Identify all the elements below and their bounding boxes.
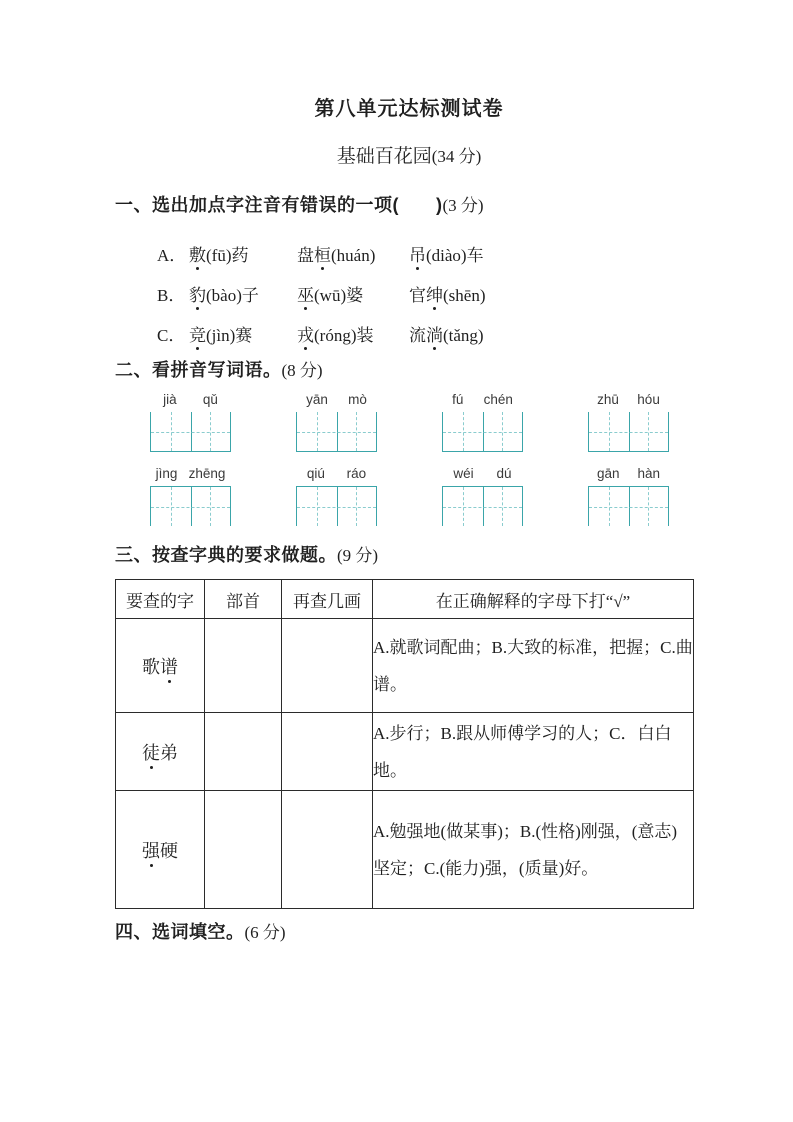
option-a-label: A． <box>157 245 187 265</box>
question-4-text: 四、选词填空。 <box>115 922 245 942</box>
question-1-points: (3 分) <box>442 196 484 215</box>
pinyin-syllable: ráo <box>346 466 367 481</box>
pinyin-label <box>150 392 231 408</box>
pinyin-syllable: hàn <box>637 466 661 481</box>
term-pre: 盘 <box>297 245 314 265</box>
strokes-answer-cell <box>282 619 373 713</box>
pinyin-syllable: gān <box>596 466 620 481</box>
pinyin-group <box>442 392 523 452</box>
writing-grid-box <box>442 412 523 452</box>
question-1-options <box>115 233 703 353</box>
dotted-character: 绅 <box>426 281 443 306</box>
pinyin-syllable: zhū <box>597 392 619 407</box>
pinyin-syllable: yān <box>306 392 328 407</box>
strokes-answer-cell <box>282 791 373 909</box>
question-2-heading <box>115 359 703 382</box>
option-c-row <box>115 313 703 353</box>
definition-cell: A.就歌词配曲；B.大致的标准，把握；C.曲谱。 <box>373 619 694 713</box>
term-post: (diào)车 <box>426 245 484 265</box>
table-header-cell: 部首 <box>205 580 282 619</box>
question-2-points: (8 分) <box>281 361 323 380</box>
question-1-heading <box>115 194 703 217</box>
pinyin-syllable: qiú <box>306 466 325 481</box>
option-term <box>297 281 409 306</box>
word-post: 硬 <box>160 840 178 861</box>
pinyin-label <box>296 392 377 408</box>
dotted-character: 竞 <box>189 321 206 346</box>
option-term <box>409 321 484 346</box>
term-post: (tǎng) <box>443 325 484 345</box>
dotted-character: 强 <box>142 837 160 863</box>
dotted-character: 淌 <box>426 321 443 346</box>
writing-grid-box <box>588 412 669 452</box>
pinyin-row <box>150 392 703 452</box>
word-cell <box>116 791 205 909</box>
dotted-character: 戎 <box>297 321 314 346</box>
table-header-cell: 在正确解释的字母下打“√” <box>373 580 694 619</box>
pinyin-row <box>150 466 703 526</box>
question-1-text: 一、选出加点字注音有错误的一项( ) <box>115 195 443 215</box>
subtitle-points: (34 分) <box>431 147 482 166</box>
pinyin-group <box>150 392 231 452</box>
pinyin-syllable: wéi <box>453 466 474 481</box>
writing-grid-box <box>296 486 377 526</box>
pinyin-label <box>150 466 231 482</box>
pinyin-label <box>588 392 669 408</box>
pinyin-group <box>150 466 231 526</box>
subtitle <box>115 146 703 168</box>
option-b-row <box>115 273 703 313</box>
pinyin-syllable: hóu <box>637 392 660 407</box>
pinyin-group <box>588 466 669 526</box>
pinyin-syllable: zhēng <box>188 466 226 481</box>
dictionary-lookup-table <box>115 579 694 909</box>
question-2-text: 二、看拼音写词语。 <box>115 360 282 380</box>
strokes-answer-cell <box>282 713 373 791</box>
option-term <box>297 321 409 346</box>
dotted-character: 敷 <box>189 241 206 266</box>
pinyin-syllable: mò <box>348 392 367 407</box>
dotted-character: 吊 <box>409 241 426 266</box>
term-post: (wū)婆 <box>314 285 364 305</box>
term-pre: 流 <box>409 325 426 345</box>
subtitle-text: 基础百花园 <box>336 146 432 167</box>
pinyin-label <box>442 466 523 482</box>
term-post: (róng)装 <box>314 325 374 345</box>
writing-grid-box <box>442 486 523 526</box>
option-term <box>189 241 297 266</box>
dotted-character: 徒 <box>142 739 160 765</box>
definition-cell: A.勉强地(做某事)；B.(性格)刚强，(意志)坚定；C.(能力)强，(质量)好。 <box>373 791 694 909</box>
term-post: (fū)药 <box>206 245 249 265</box>
pinyin-syllable: chén <box>483 392 513 407</box>
radical-answer-cell <box>205 713 282 791</box>
question-3-heading <box>115 544 703 567</box>
option-term <box>189 281 297 306</box>
question-4-points: (6 分) <box>244 923 286 942</box>
option-b-label: B． <box>157 285 186 305</box>
term-post: (huán) <box>331 245 376 265</box>
word-post: 弟 <box>160 742 178 763</box>
dotted-character: 巫 <box>297 281 314 306</box>
word-cell <box>116 713 205 791</box>
question-3-points: (9 分) <box>337 546 379 565</box>
pinyin-label <box>296 466 377 482</box>
option-c-label: C． <box>157 325 186 345</box>
pinyin-syllable: jìng <box>155 466 178 481</box>
table-header-cell: 再查几画 <box>282 580 373 619</box>
option-a-row <box>115 233 703 273</box>
word-cell <box>116 619 205 713</box>
option-term <box>189 321 297 346</box>
page-title: 第八单元达标测试卷 <box>314 98 504 120</box>
term-post: (jìn)赛 <box>206 325 253 345</box>
writing-grid-box <box>150 412 231 452</box>
pinyin-group <box>296 392 377 452</box>
pinyin-label <box>442 392 523 408</box>
question-4-heading <box>115 921 703 944</box>
pinyin-group <box>588 392 669 452</box>
table-header-cell: 要查的字 <box>116 580 205 619</box>
term-post: (shēn) <box>443 285 486 305</box>
radical-answer-cell <box>205 791 282 909</box>
pinyin-syllable: jià <box>163 392 177 407</box>
writing-grid-box <box>296 412 377 452</box>
term-post: (bào)子 <box>206 285 259 305</box>
writing-grid-box <box>588 486 669 526</box>
dotted-character: 桓 <box>314 241 331 266</box>
table-header-row <box>116 580 694 619</box>
table-row <box>116 619 694 713</box>
term-pre: 官 <box>409 285 426 305</box>
option-term <box>297 241 409 266</box>
radical-answer-cell <box>205 619 282 713</box>
pinyin-syllable: dú <box>496 466 512 481</box>
table-row <box>116 713 694 791</box>
question-3-text: 三、按查字典的要求做题。 <box>115 545 337 565</box>
pinyin-group <box>296 466 377 526</box>
dotted-character: 豹 <box>189 281 206 306</box>
option-term <box>409 241 484 266</box>
pinyin-syllable: qǔ <box>202 392 218 407</box>
word-pre: 歌 <box>142 656 160 677</box>
pinyin-group <box>442 466 523 526</box>
definition-cell: A.步行；B.跟从师傅学习的人；C．白白地。 <box>373 713 694 791</box>
writing-grid-box <box>150 486 231 526</box>
table-row <box>116 791 694 909</box>
dotted-character: 谱 <box>160 653 178 679</box>
pinyin-writing-section <box>115 392 703 526</box>
pinyin-syllable: fú <box>452 392 464 407</box>
pinyin-label <box>588 466 669 482</box>
option-term <box>409 281 485 306</box>
